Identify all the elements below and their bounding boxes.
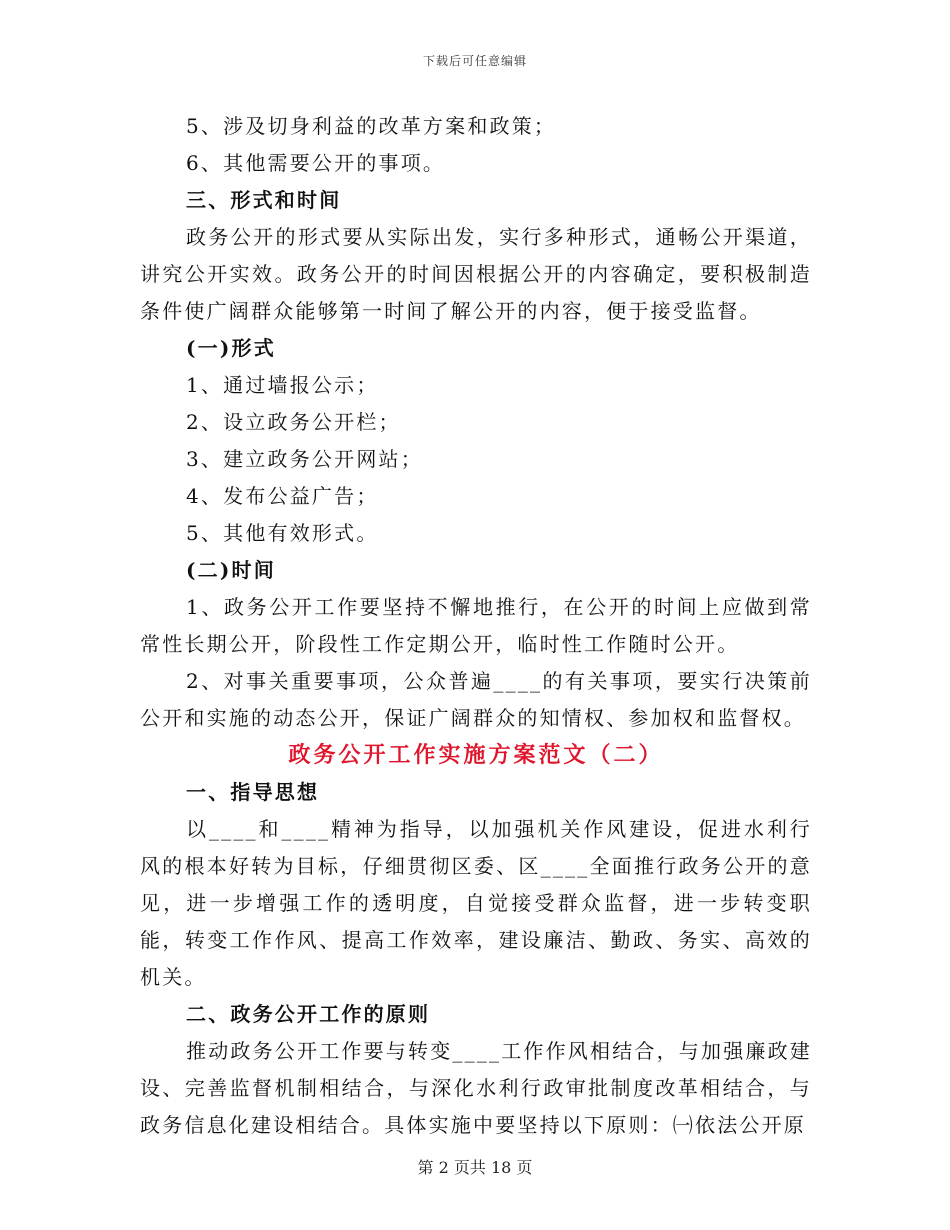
- list-item: 4、发布公益广告；: [186, 484, 379, 508]
- subsection-heading: (二)时间: [186, 558, 276, 582]
- paragraph: 推动政务公开工作要与转变____工作作风相结合，与加强廉政建设、完善监督机制相结合，与深化水利行政审批制度改革相结合，与政务信息化建设相结合。具体实施中要坚持以下原则：㈠依法公开原: [140, 1039, 812, 1137]
- list-item: 6、其他需要公开的事项。: [186, 151, 446, 175]
- section-heading: 三、形式和时间: [186, 188, 342, 212]
- list-item: 5、其他有效形式。: [186, 521, 379, 545]
- document-body: [140, 108, 812, 1144]
- section-heading: 一、指导思想: [186, 780, 320, 804]
- paragraph: 政务公开的形式要从实际出发，实行多种形式，通畅公开渠道，讲究公开实效。政务公开的时间因根据公开的内容确定，要积极制造条件使广阔群众能够第一时间了解公开的内容，便于接受监督。: [140, 225, 812, 323]
- list-item: 1、通过墙报公示；: [186, 373, 379, 397]
- list-item: 3、建立政务公开网站；: [186, 447, 423, 471]
- document-title: 政务公开工作实施方案范文（二）: [288, 742, 664, 768]
- page-number: 第 2 页共 18 页: [417, 1158, 533, 1177]
- list-item: 2、设立政务公开栏；: [186, 410, 401, 434]
- paragraph: 2、对事关重要事项，公众普遍____的有关事项，要实行决策前公开和实施的动态公开，保证广阔群众的知情权、参加权和监督权。: [140, 669, 812, 730]
- paragraph: 1、政务公开工作要坚持不懈地推行，在公开的时间上应做到常常性长期公开，阶段性工作定期公开，临时性工作随时公开。: [140, 595, 812, 656]
- section-heading: 二、政务公开工作的原则: [186, 1002, 431, 1026]
- list-item: 5、涉及切身利益的改革方案和政策；: [186, 114, 557, 138]
- subsection-heading: (一)形式: [186, 336, 276, 360]
- page-header: 下载后可任意编辑: [422, 54, 527, 68]
- paragraph: 以____和____精神为指导，以加强机关作风建设，促进水利行风的根本好转为目标，仔细贯彻区委、区____全面推行政务公开的意见，进一步增强工作的透明度，自觉接受群众监督，进一步转变职能，转变工作作风、提高工作效率，建设廉洁、勤政、务实、高效的机关。: [140, 817, 812, 989]
